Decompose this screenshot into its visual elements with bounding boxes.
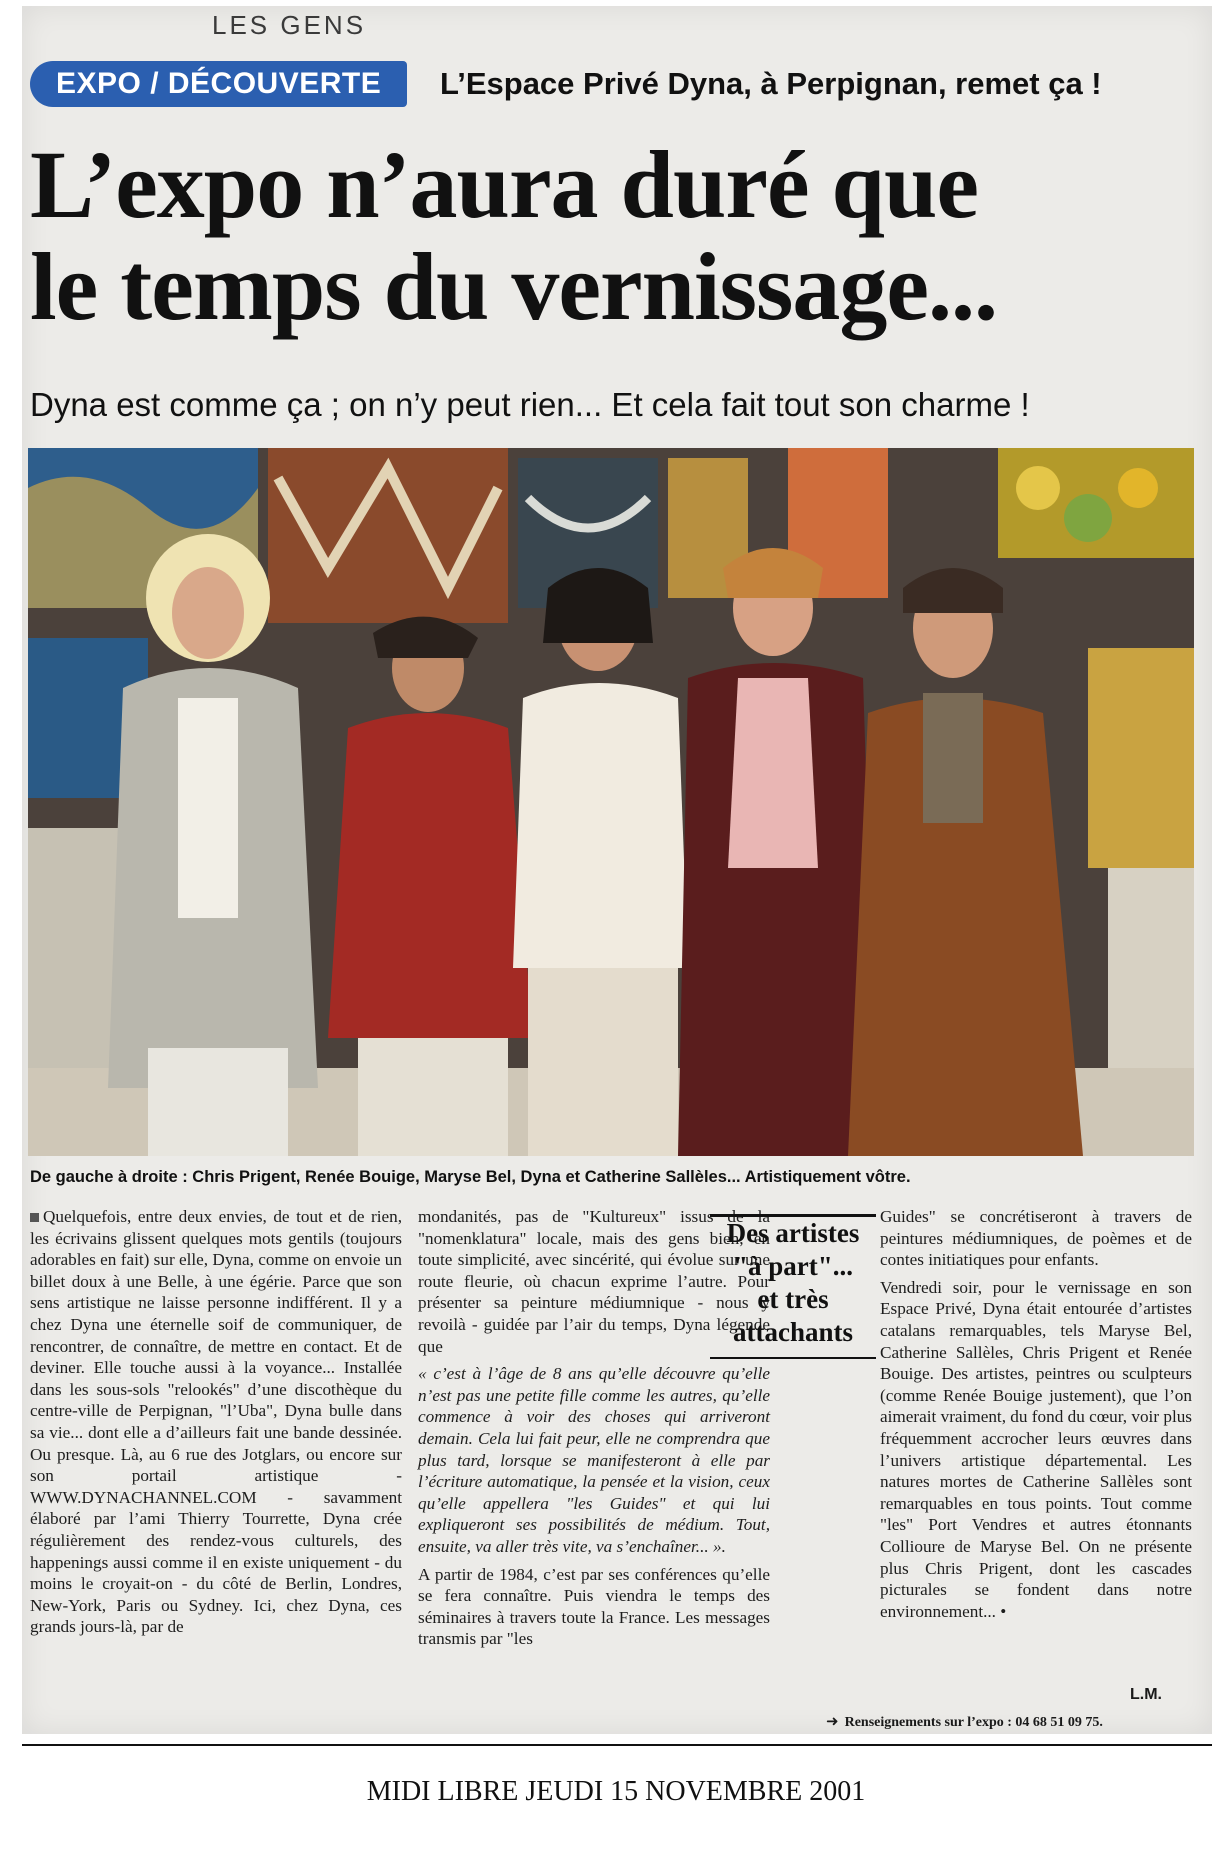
pull-quote-line-2: "à part"... — [733, 1251, 853, 1281]
column-2-text-b: A partir de 1984, c’est par ses conférences qu’elle se fera connaître. Puis viendra le temps des séminaires à travers toute la France. Les messages transmis par "les — [418, 1564, 770, 1649]
group-photo-illustration — [28, 448, 1194, 1156]
column-2-text-a: mondanités, pas de "Kultureux" issus de la "nomenklatura" locale, mais des gens bien, en toute simplicité, avec sincérité, qui évolue sur une route fleurie, où chacun exprime l’autre. Pour présenter sa peinture médiumnique - nous y revoilà - guidée par l’air du temps, Dyna légende que — [418, 1207, 770, 1356]
info-text: Renseignements sur l’expo : 04 68 51 09 75. — [844, 1715, 1103, 1730]
separator-rule — [22, 1744, 1212, 1746]
column-2-quote: « c’est à l’âge de 8 ans qu’elle découvre qu’elle n’est pas une petite fille comme les autres, qu’elle commence à voir des choses qui arriveront demain. Cela lui fait peur, elle ne comprendra que plus tard, lorsque se manifesteront à elle par l’écriture automatique, la pensée et la vision, ceux qu’elle appellera "les Guides" et qui lui expliqueront ses possibilités de médium. Tout, ensuite, va aller très vite, va s’enchaîner... ». — [418, 1364, 770, 1556]
subkicker: L’Espace Privé Dyna, à Perpignan, remet ça ! — [440, 66, 1102, 101]
source-line: MIDI LIBRE JEUDI 15 NOVEMBRE 2001 — [366, 1776, 866, 1807]
pull-quote-box — [710, 1214, 876, 1359]
pull-quote-line-3: et très — [757, 1284, 829, 1314]
newspaper-clipping — [22, 6, 1212, 1734]
headline-line-1: L’expo n’aura duré que — [30, 131, 978, 238]
group-photo — [28, 448, 1194, 1156]
headline — [30, 131, 1200, 340]
photo-caption: De gauche à droite : Chris Prigent, Renée Bouige, Maryse Bel, Dyna et Catherine Sallèles... Artistiquement vôtre. — [30, 1168, 911, 1186]
pull-quote-line-4: attachants — [733, 1317, 853, 1347]
section-rubric: LES GENS — [212, 10, 367, 40]
article-column-3 — [880, 1206, 1192, 1628]
column-1-text: Quelquefois, entre deux envies, de tout et de rien, les écrivains glissent quelques mots gentils (toujours adorables en fait) sur elle, Dyna, comme on envoie un billet doux à une Belle, à une égérie. Parce que son sens artistique ne laisse personne indifférent. Il y a chez Dyna une éternelle soif de communiquer, de rencontrer, de connaître, de mettre en contact. Et de deviner. Elle touche aussi à la voyance... Installée dans les sous-sols "relookés" d’une discothèque du centre-ville de Perpignan, "l’Uba", Dyna bulle dans sa vie... dont elle a d’ailleurs fait une bande dessinée. Ou presque. Là, au 6 rue des Jotglars, ou encore sur son portail artistique - WWW.DYNACHANNEL.COM - savamment élaboré par l’ami Thierry Tourrette, Dyna crée régulièrement des rendez-vous culturels, des happenings aussi comme il en existe uniquement - du moins le croyait-on - du côté de Berlin, Londres, New-York, Paris ou Sydney. Ici, chez Dyna, ces grands jours-là, par de — [30, 1207, 402, 1637]
info-line — [826, 1712, 1103, 1731]
pull-quote-line-1: Des artistes — [726, 1218, 860, 1248]
article-column-1 — [30, 1206, 402, 1644]
square-bullet-icon — [30, 1213, 39, 1222]
arrow-right-icon: ➜ — [826, 1712, 839, 1730]
kicker-row — [30, 61, 1200, 109]
column-3-text-b: Vendredi soir, pour le vernissage en son Espace Privé, Dyna était entourée d’artistes catalans remarquables, tels Maryse Bel, Catherine Sallèles, Chris Prigent et Renée Bouige. Des artistes, peintres ou sculpteurs (comme Renée Bouige justement), que l’on aimerait vraiment, du fond du cœur, voir plus fréquemment accrocher leurs œuvres dans l’univers artistique départemental. Les natures mortes de Catherine Sallèles sont remarquables en tous points. Tout comme "les" Port Vendres et autres étonnants Collioure de Maryse Bel. On ne présente plus Chris Prigent, dont les cascades picturales se fondent dans notre environnement... • — [880, 1277, 1192, 1621]
deck: Dyna est comme ça ; on n’y peut rien... Et cela fait tout son charme ! — [30, 386, 1030, 423]
headline-line-2: le temps du vernissage... — [30, 233, 997, 340]
column-3-text-a: Guides" se concrétiseront à travers de peintures médiumniques, de poèmes et de contes initiatiques pour enfants. — [880, 1207, 1192, 1270]
kicker-label: EXPO / DÉCOUVERTE — [30, 61, 407, 107]
author-signature: L.M. — [1130, 1686, 1162, 1703]
